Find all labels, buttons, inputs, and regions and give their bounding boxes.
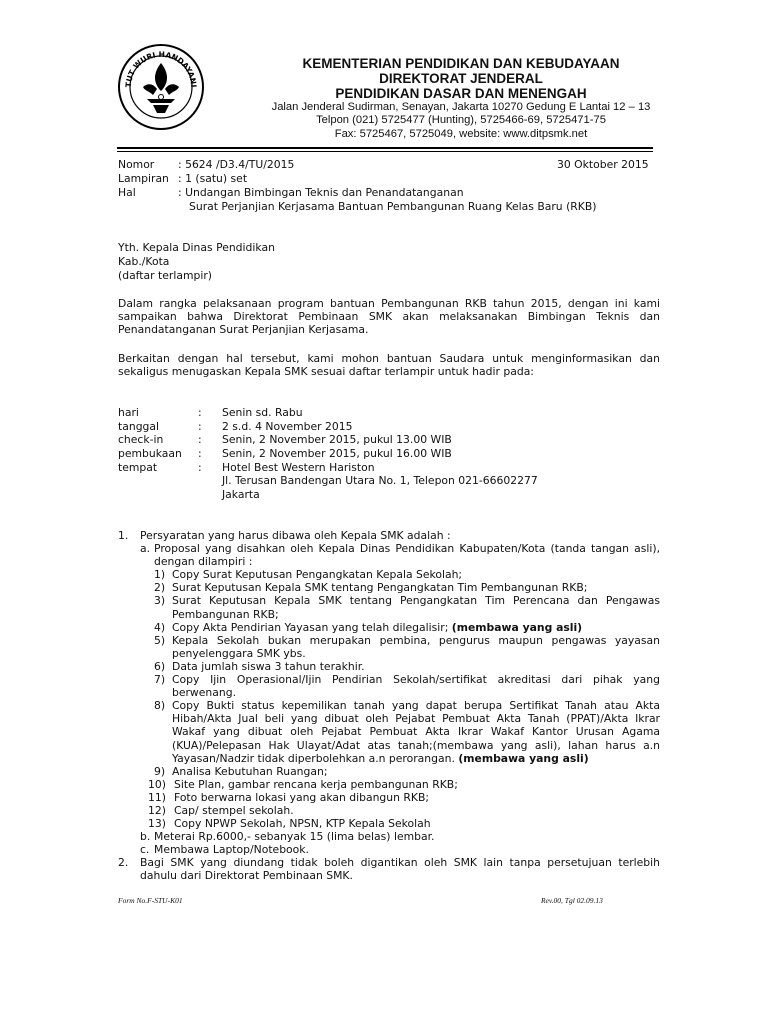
schedule-row bbox=[118, 461, 660, 475]
sub-text: Copy NPWP Sekolah, NPSN, KTP Kepala Sekolah bbox=[174, 817, 431, 831]
schedule-row bbox=[118, 420, 660, 434]
sub-text: Site Plan, gambar rencana kerja pembangunan RKB; bbox=[174, 777, 458, 791]
sub-text: Cap/ stempel sekolah. bbox=[174, 803, 294, 817]
sub-number: 5) bbox=[154, 633, 166, 647]
schedule-colon: : bbox=[198, 419, 202, 433]
sub-list-item bbox=[118, 778, 660, 791]
schedule-label: tanggal bbox=[118, 419, 160, 433]
address-line-1: Jalan Jenderal Sudirman, Senayan, Jakarta 10270 Gedung E Lantai 12 – 13 bbox=[271, 101, 651, 113]
sub-number: 3) bbox=[154, 594, 166, 608]
letter-date: 30 Oktober 2015 bbox=[557, 158, 649, 171]
schedule-label: pembukaan bbox=[118, 447, 182, 461]
sub-number: 2) bbox=[154, 581, 166, 595]
sub-text: Kepala Sekolah bukan merupakan pembina, pengurus maupun pengawas yayasan penyelenggara SMK ybs. bbox=[172, 633, 660, 660]
paragraph-1: Dalam rangka pelaksanaan program bantuan Pembangunan RKB tahun 2015, dengan ini kami sampaikan bahwa Direktorat Pembinaan SMK akan melaksanakan Bimbingan Teknis dan Penandatanganan Surat Perjanjian Kerjasama. bbox=[118, 297, 660, 337]
sub-list-item bbox=[118, 699, 660, 764]
hal-label: Hal bbox=[118, 186, 136, 199]
form-number: Form No.F-STU-K01 bbox=[118, 896, 183, 905]
letterhead bbox=[226, 56, 696, 141]
sub-text: Surat Keputusan Kepala SMK tentang Pengangkatan Tim Pembangunan RKB; bbox=[172, 581, 588, 595]
sub-list-item bbox=[118, 791, 660, 804]
hal-value-1: : Undangan Bimbingan Teknis dan Penandatanganan bbox=[178, 186, 464, 199]
schedule-colon: : bbox=[198, 406, 202, 419]
sub-list-item bbox=[118, 673, 660, 699]
sub-list-item bbox=[118, 634, 660, 660]
paragraph-2: Berkaitan dengan hal tersebut, kami mohon bantuan Saudara untuk menginformasikan dan sekaligus menugaskan Kepala SMK sesuai daftar terlampir untuk hadir pada: bbox=[118, 352, 660, 379]
sub-list-item bbox=[118, 817, 660, 830]
recipient-line-1: Yth. Kepala Dinas Pendidikan bbox=[118, 241, 275, 254]
schedule-colon: : bbox=[198, 433, 202, 447]
sub-number: 8) bbox=[154, 699, 166, 713]
list-item bbox=[118, 843, 660, 856]
sub-list-item bbox=[118, 594, 660, 620]
list-text: Bagi SMK yang diundang tidak boleh digantikan oleh SMK lain tanpa persetujuan terlebih dahulu dari Direktorat Pembinaan SMK. bbox=[140, 856, 660, 883]
sub-text: Copy Surat Keputusan Pengangkatan Kepala Sekolah; bbox=[172, 568, 463, 582]
venue-address-row bbox=[118, 474, 660, 488]
address-line-2: Telpon (021) 5725477 (Hunting), 5725466-69, 5725471-75 bbox=[316, 114, 606, 127]
schedule-value: Senin sd. Rabu bbox=[222, 406, 303, 419]
revision-info: Rev.00, Tgl 02.09.13 bbox=[541, 896, 603, 905]
sub-list-item bbox=[118, 621, 660, 634]
sub-number: 4) bbox=[154, 620, 166, 634]
list-text: Persyaratan yang harus dibawa oleh Kepala SMK adalah : bbox=[140, 529, 451, 542]
sub-text: Copy Akta Pendirian Yayasan yang telah dilegalisir; (membawa yang asli) bbox=[172, 620, 583, 634]
list-text: Proposal yang disahkan oleh Kepala Dinas Pendidikan Kabupaten/Kota (tanda tangan asli), dengan dilampiri : bbox=[154, 542, 660, 569]
schedule-value: Senin, 2 November 2015, pukul 16.00 WIB bbox=[222, 447, 452, 461]
schedule-value: Hotel Best Western Hariston bbox=[222, 460, 375, 474]
sub-text: Analisa Kebutuhan Ruangan; bbox=[172, 764, 328, 778]
list-item bbox=[118, 856, 660, 882]
list-number: 2. bbox=[118, 856, 129, 870]
address-line-3: Fax: 5725467, 5725049, website: www.ditpsmk.net bbox=[334, 127, 588, 140]
list-text: Meterai Rp.6000,- sebanyak 15 (lima belas) lembar. bbox=[154, 830, 435, 844]
letterhead-divider bbox=[117, 147, 653, 152]
nomor-value: : 5624 /D3.4/TU/2015 bbox=[178, 158, 295, 171]
sub-list-item bbox=[118, 804, 660, 817]
schedule-label: check-in bbox=[118, 433, 164, 447]
schedule-table bbox=[118, 406, 660, 502]
sub-number: 7) bbox=[154, 673, 166, 687]
schedule-row bbox=[118, 406, 660, 420]
sub-number: 11) bbox=[148, 790, 166, 804]
emphasis: (membawa yang asli) bbox=[451, 620, 583, 634]
tut-wuri-handayani-logo bbox=[117, 43, 205, 131]
schedule-label: tempat bbox=[118, 460, 158, 474]
lampiran-label: Lampiran bbox=[118, 172, 169, 185]
schedule-label: hari bbox=[118, 406, 139, 419]
sub-number: 10) bbox=[148, 777, 166, 791]
ministry-name: KEMENTERIAN PENDIDIKAN DAN KEBUDAYAAN bbox=[302, 56, 620, 71]
lampiran-value: : 1 (satu) set bbox=[178, 172, 248, 185]
schedule-value: 2 s.d. 4 November 2015 bbox=[222, 419, 353, 433]
requirements-list bbox=[118, 529, 660, 883]
nomor-label: Nomor bbox=[118, 158, 155, 171]
recipient-line-2: Kab./Kota bbox=[118, 255, 170, 268]
list-item bbox=[118, 529, 660, 542]
list-letter: b. bbox=[140, 830, 151, 844]
venue-city-row bbox=[118, 488, 660, 502]
directorate-name: PENDIDIKAN DASAR DAN MENENGAH bbox=[335, 86, 587, 101]
list-letter: a. bbox=[140, 542, 151, 556]
sub-text: Data jumlah siswa 3 tahun terakhir. bbox=[172, 659, 365, 673]
list-item bbox=[118, 542, 660, 568]
venue-address-1: Jl. Terusan Bandengan Utara No. 1, Telepon 021-66602277 bbox=[222, 474, 538, 488]
list-number: 1. bbox=[118, 529, 129, 542]
list-letter: c. bbox=[140, 843, 150, 857]
sub-list-item bbox=[118, 765, 660, 778]
venue-address-2: Jakarta bbox=[222, 488, 260, 502]
svg-text:TUT WURI HANDAYANI: TUT WURI HANDAYANI bbox=[123, 49, 199, 88]
sub-text: Copy Bukti status kepemilikan tanah yang dapat berupa Sertifikat Tanah atau Akta Hibah/Akta Jual beli yang dibuat oleh Pejabat Pembuat Akta Tanah (PPAT)/Akta Ikrar Wakaf yang dibuat oleh Pejabat Pembuat Akta Ikrar Wakaf Kantor Urusan Agama (KUA)/Pelepasan Hak Ulayat/Adat atas tanah;(membawa yang asli), lahan harus a.n Yayasan/Nadzir tidak diperbolehkan a.n perorangan. (membawa yang asli) bbox=[172, 699, 660, 765]
sub-text: Foto berwarna lokasi yang akan dibangun RKB; bbox=[174, 790, 430, 804]
sub-number: 6) bbox=[154, 659, 166, 673]
sub-text: Copy Ijin Operasional/Ijin Pendirian Sekolah/sertifikat akreditasi dari pihak yang berwenang. bbox=[172, 673, 660, 700]
sub-list-item bbox=[118, 568, 660, 581]
sub-list-item bbox=[118, 660, 660, 673]
sub-number: 12) bbox=[148, 803, 166, 817]
schedule-colon: : bbox=[198, 447, 202, 461]
sub-number: 1) bbox=[154, 568, 166, 582]
sub-number: 9) bbox=[154, 764, 166, 778]
list-text: Membawa Laptop/Notebook. bbox=[154, 843, 309, 857]
directorate-general: DIREKTORAT JENDERAL bbox=[379, 71, 543, 86]
hal-value-2: Surat Perjanjian Kerjasama Bantuan Pembangunan Ruang Kelas Baru (RKB) bbox=[189, 200, 597, 213]
sub-text: Surat Keputusan Kepala SMK tentang Pengangkatan Tim Perencana dan Pengawas Pembangunan RKB; bbox=[172, 594, 660, 621]
list-item bbox=[118, 830, 660, 843]
recipient-line-3: (daftar terlampir) bbox=[118, 269, 212, 282]
emphasis: (membawa yang asli) bbox=[458, 751, 589, 765]
sub-number: 13) bbox=[148, 817, 166, 831]
schedule-value: Senin, 2 November 2015, pukul 13.00 WIB bbox=[222, 433, 452, 447]
schedule-row bbox=[118, 447, 660, 461]
sub-list-item bbox=[118, 581, 660, 594]
schedule-colon: : bbox=[198, 460, 202, 474]
schedule-row bbox=[118, 433, 660, 447]
